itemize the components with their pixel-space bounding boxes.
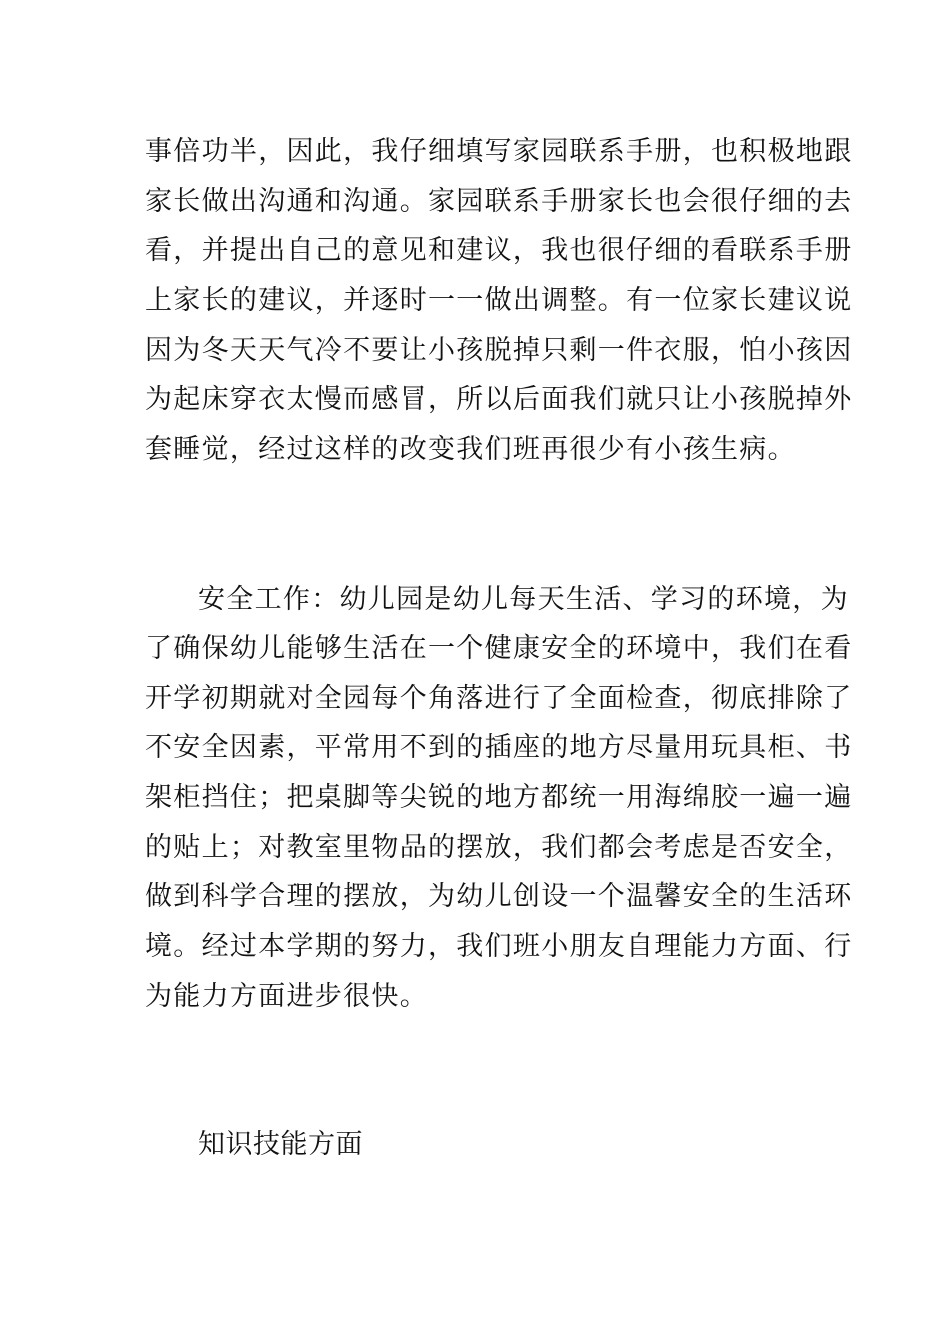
paragraph-line: 做到科学合理的摆放，为幼儿创设一个温馨安全的生活环 bbox=[145, 881, 853, 912]
paragraph-line: 了确保幼儿能够生活在一个健康安全的环境中，我们在看 bbox=[145, 633, 853, 664]
paragraph-line: 上家长的建议，并逐时一一做出调整。有一位家长建议说 bbox=[145, 285, 853, 316]
paragraph-line: 事倍功半，因此，我仔细填写家园联系手册，也积极地跟 bbox=[145, 136, 853, 167]
paragraph-line: 的贴上；对教室里物品的摆放，我们都会考虑是否安全， bbox=[145, 832, 853, 863]
paragraph-line: 为能力方面进步很快。 bbox=[145, 981, 428, 1012]
paragraph-line: 架柜挡住；把桌脚等尖锐的地方都统一用海绵胶一遍一遍 bbox=[145, 782, 853, 813]
paragraph-line: 为起床穿衣太慢而感冒，所以后面我们就只让小孩脱掉外 bbox=[145, 384, 853, 415]
paragraph-line: 家长做出沟通和沟通。家园联系手册家长也会很仔细的去 bbox=[145, 186, 853, 217]
section-heading: 知识技能方面 bbox=[198, 1129, 363, 1160]
paragraph-line: 因为冬天天气冷不要让小孩脱掉只剩一件衣服，怕小孩因 bbox=[145, 335, 853, 366]
paragraph-line: 不安全因素，平常用不到的插座的地方尽量用玩具柜、书 bbox=[145, 732, 853, 763]
paragraph-line: 开学初期就对全园每个角落进行了全面检查，彻底排除了 bbox=[145, 683, 853, 714]
paragraph-line: 套睡觉，经过这样的改变我们班再很少有小孩生病。 bbox=[145, 434, 796, 465]
paragraph-line: 安全工作：幼儿园是幼儿每天生活、学习的环境，为 bbox=[198, 584, 849, 615]
paragraph-line: 境。经过本学期的努力，我们班小朋友自理能力方面、行 bbox=[145, 931, 853, 962]
paragraph-line: 看，并提出自己的意见和建议，我也很仔细的看联系手册 bbox=[145, 235, 853, 266]
